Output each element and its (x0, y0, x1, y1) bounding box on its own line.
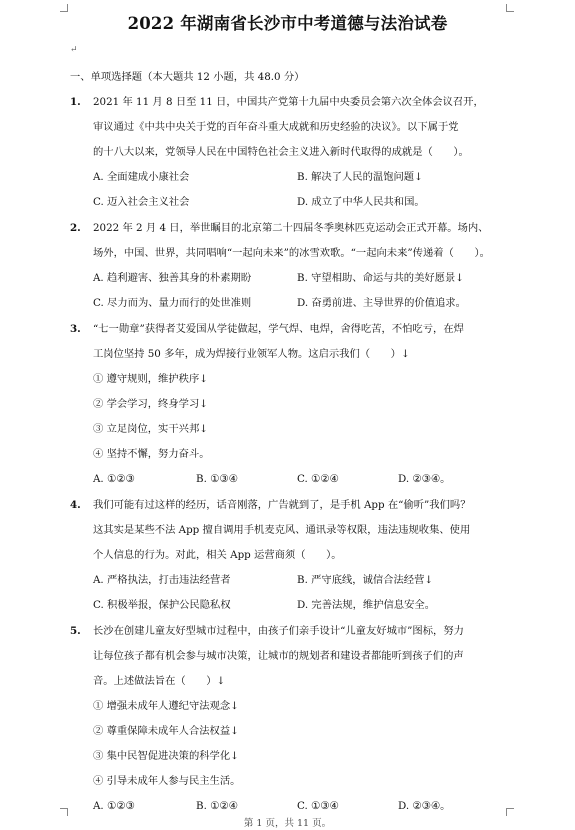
statement-item: ① 增强未成年人遵纪守法观念↓ (93, 700, 239, 712)
question-text: 长沙在创建儿童友好型城市过程中，由孩子们亲手设计“儿童友好城市”图标，努力 (93, 625, 464, 637)
question-text: 2021 年 11 月 8 日至 11 日，中国共产党第十九届中央委员会第六次全体会议召开， (93, 96, 484, 108)
option-c: C. 尽力而为、量力而行的处世准则 (93, 297, 252, 309)
question-number: 1. (70, 96, 81, 108)
option-a: A. 趋利避害、独善其身的朴素期盼 (93, 272, 252, 284)
option-d: D. 完善法规，维护信息安全。 (297, 599, 435, 611)
question-text: 场外，中国、世界，共同唱响“一起向未来”的冰雪欢歌。“一起向未来”传递着（ ）。 (93, 247, 490, 259)
question-text: 这其实是某些不法 App 擅自调用手机麦克风、通讯录等权限，违法违规收集、使用 (93, 524, 471, 536)
option-d: D. ②③④。 (398, 473, 451, 485)
option-a: A. ①②③ (93, 473, 135, 485)
paragraph-mark: ↵ (70, 45, 78, 55)
statement-item: ② 尊重保障未成年人合法权益↓ (93, 725, 239, 737)
question-text: 工岗位坚持 50 多年，成为焊接行业领军人物。这启示我们（ ）↓ (93, 348, 410, 360)
option-b: B. ①②④ (196, 800, 238, 812)
statement-item: ③ 集中民智促进决策的科学化↓ (93, 750, 239, 762)
question-text: “七一勋章”获得者艾爱国从学徒做起，学气焊、电焊，舍得吃苦，不怕吃亏，在焊 (93, 323, 464, 335)
statement-item: ① 遵守规则，维护秩序↓ (93, 373, 208, 385)
option-a: A. 全面建成小康社会 (93, 171, 190, 183)
option-b: B. 严守底线，诚信合法经营↓ (297, 574, 434, 586)
question-text: 审议通过《中共中央关于党的百年奋斗重大成就和历史经验的决议》。以下属于党 (93, 121, 459, 133)
question-text: 我们可能有过这样的经历，话音刚落，广告就到了，是手机 App 在“偷听”我们吗？ (93, 499, 471, 511)
option-c: C. 迈入社会主义社会 (93, 196, 190, 208)
option-d: D. 成立了中华人民共和国。 (297, 196, 425, 208)
option-b: B. 守望相助、命运与共的美好愿景↓ (297, 272, 464, 284)
option-a: A. ①②③ (93, 800, 135, 812)
statement-item: ④ 引导未成年人参与民主生活。 (93, 775, 241, 787)
statement-item: ④ 坚持不懈，努力奋斗。 (93, 448, 210, 460)
exam-title: 2022 年湖南省长沙市中考道德与法治试卷 (127, 14, 448, 33)
question-number: 4. (70, 499, 81, 511)
statement-item: ② 学会学习，终身学习↓ (93, 398, 208, 410)
question-text: 让每位孩子都有机会参与城市决策，让城市的规划者和建设者都能听到孩子们的声 (93, 650, 464, 662)
question-number: 2. (70, 222, 81, 234)
page-footer: 第 1 页，共 11 页。 (243, 818, 332, 829)
section-heading: 一、单项选择题（本大题共 12 小题，共 48.0 分） (70, 71, 305, 83)
option-c: C. ①②④ (297, 473, 339, 485)
question-number: 5. (70, 625, 81, 637)
question-text: 的十八大以来，党领导人民在中国特色社会主义进入新时代取得的成就是（ ）。 (93, 146, 469, 158)
option-d: D. 奋勇前进、主导世界的价值追求。 (297, 297, 466, 309)
option-b: B. ①③④ (196, 473, 238, 485)
option-a: A. 严格执法，打击违法经营者 (93, 574, 231, 586)
question-text: 音。上述做法旨在（ ）↓ (93, 675, 226, 687)
option-c: C. ①③④ (297, 800, 339, 812)
option-b: B. 解决了人民的温饱问题↓ (297, 171, 423, 183)
question-text: 2022 年 2 月 4 日，举世瞩目的北京第二十四届冬季奥林匹克运动会正式开幕。场内、 (93, 222, 489, 234)
question-number: 3. (70, 323, 81, 335)
question-text: 个人信息的行为。对此，相关 App 运营商须（ ）。 (93, 549, 342, 561)
option-c: C. 积极举报，保护公民隐私权 (93, 599, 231, 611)
option-d: D. ②③④。 (398, 800, 451, 812)
statement-item: ③ 立足岗位，实干兴邦↓ (93, 423, 208, 435)
